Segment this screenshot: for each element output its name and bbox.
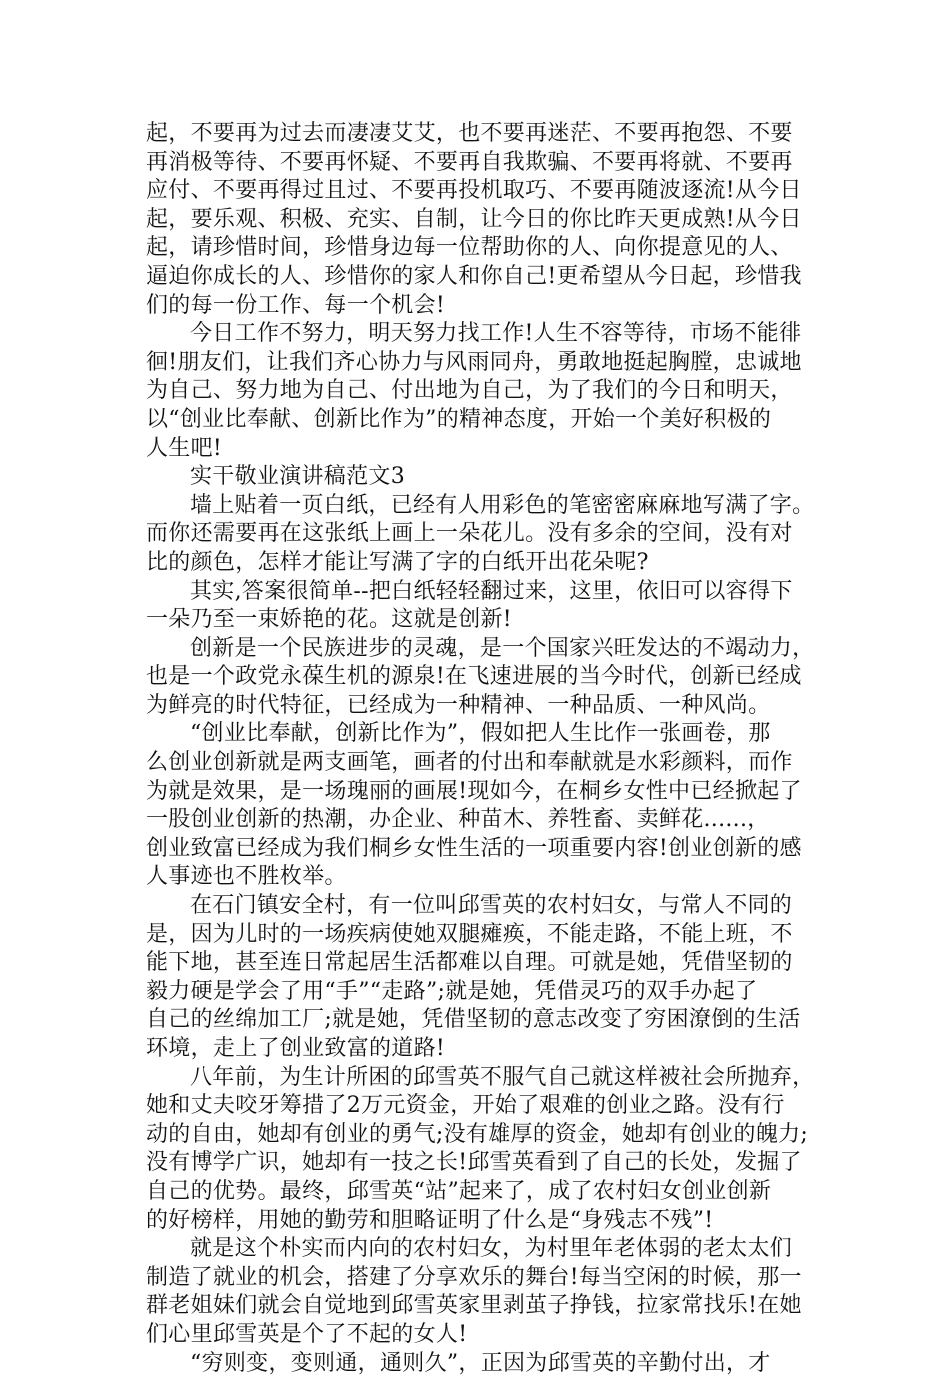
text-line: 创业致富已经成为我们桐乡女性生活的一项重要内容!创业创新的感 [146, 835, 802, 861]
text-line: 起，不要再为过去而凄凄艾艾，也不要再迷茫、不要再抱怨、不要 [146, 121, 793, 146]
text-line: 么创业创新就是两支画笔，画者的付出和奉献就是水彩颜料，而作 [146, 750, 793, 776]
text-line: 制造了就业的机会，搭建了分享欢乐的舞台!每当空闲的时候，那一 [146, 1264, 802, 1290]
text-line: 也是一个政党永葆生机的源泉!在飞速进展的当今时代，创新已经成 [146, 664, 802, 690]
text-line: 毅力硬是学会了用“手”“走路”;就是她，凭借灵巧的双手办起了 [146, 978, 758, 1004]
text-line: 而你还需要再在这张纸上画上一朵花儿。没有多余的空间，没有对 [146, 521, 793, 547]
text-line: 是，因为儿时的一场疾病使她双腿瘫痪，不能走路，不能上班，不 [146, 921, 793, 947]
text-line: 一股创业创新的热潮，办企业、种苗木、养牲畜、卖鲜花......， [146, 807, 770, 833]
text-line: 人生吧! [146, 435, 223, 461]
text-line: 就是这个朴实而内向的农村妇女，为村里年老体弱的老太太们 [190, 1236, 793, 1262]
text-line: 没有博学广识，她却有一技之长!邱雪英看到了自己的长处，发掘了 [146, 1150, 802, 1176]
text-line: 为就是效果，是一场瑰丽的画展!现如今，在桐乡女性中已经掀起了 [146, 778, 802, 804]
text-line: “穷则变，变则通，通则久”，正因为邱雪英的辛勤付出，才 [190, 1350, 771, 1376]
text-line: 为自己、努力地为自己、付出地为自己，为了我们的今日和明天， [146, 378, 793, 404]
text-line: 徊!朋友们，让我们齐心协力与风雨同舟，勇敢地挺起胸膛，忠诚地 [146, 349, 802, 375]
text-line: “创业比奉献，创新比作为”，假如把人生比作一张画卷，那 [190, 721, 771, 747]
text-line: 她和丈夫咬牙筹措了2万元资金，开始了艰难的创业之路。没有行 [146, 1093, 785, 1119]
text-line: 群老姐妹们就会自觉地到邱雪英家里剥茧子挣钱，拉家常找乐!在她 [146, 1293, 802, 1319]
text-line: 自己的优势。最终，邱雪英“站”起来了，成了农村妇女创业创新 [146, 1178, 772, 1204]
text-line: 今日工作不努力，明天努力找工作!人生不容等待，市场不能徘 [190, 321, 802, 347]
text-line: 为鲜亮的时代特征，已经成为一种精神、一种品质、一种风尚。 [146, 692, 771, 718]
text-line: 起，请珍惜时间，珍惜身边每一位帮助你的人、向你提意见的人、 [146, 235, 793, 261]
document-body [146, 120, 818, 1378]
text-line: 能下地，甚至连日常起居生活都难以自理。可就是她，凭借坚韧的 [146, 950, 793, 976]
text-line: 们的每一份工作、每一个机会! [146, 292, 446, 318]
text-line: 起，要乐观、积极、充实、自制，让今日的你比昨天更成熟!从今日 [146, 206, 802, 232]
text-line: 在石门镇安全村，有一位叫邱雪英的农村妇女，与常人不同的 [190, 893, 793, 919]
text-line: 一朵乃至一束娇艳的花。这就是创新! [146, 607, 512, 633]
text-line: 再消极等待、不要再怀疑、不要再自我欺骗、不要再将就、不要再 [146, 149, 793, 175]
text-line: 自己的丝绵加工厂;就是她，凭借坚韧的意志改变了穷困潦倒的生活 [146, 1007, 801, 1033]
text-line: 墙上贴着一页白纸，已经有人用彩色的笔密密麻麻地写满了字。 [190, 492, 815, 518]
text-line: 其实,答案很简单--把白纸轻轻翻过来，这里，依旧可以容得下 [190, 578, 793, 604]
text-line: 八年前，为生计所困的邱雪英不服气自己就这样被社会所抛弃， [190, 1064, 815, 1090]
text-line: 应付、不要再得过且过、不要再投机取巧、不要再随波逐流!从今日 [146, 178, 802, 204]
text-line: 人事迹也不胜枚举。 [146, 864, 347, 890]
text-line: 以“创业比奉献、创新比作为”的精神态度，开始一个美好积极的 [146, 406, 772, 432]
text-line: 实干敬业演讲稿范文3 [190, 464, 405, 490]
text-line: 们心里邱雪英是个了不起的女人! [146, 1321, 468, 1347]
text-line: 创新是一个民族进步的灵魂，是一个国家兴旺发达的不竭动力， [190, 635, 815, 661]
text-line: 的好榜样，用她的勤劳和胆略证明了什么是“身残志不残”! [146, 1207, 714, 1233]
text-line: 比的颜色，怎样才能让写满了字的白纸开出花朵呢? [146, 549, 649, 575]
text-line: 环境，走上了创业致富的道路! [146, 1036, 446, 1061]
text-line: 逼迫你成长的人、珍惜你的家人和你自己!更希望从今日起，珍惜我 [146, 263, 802, 289]
text-line: 动的自由，她却有创业的勇气;没有雄厚的资金，她却有创业的魄力; [146, 1121, 809, 1147]
